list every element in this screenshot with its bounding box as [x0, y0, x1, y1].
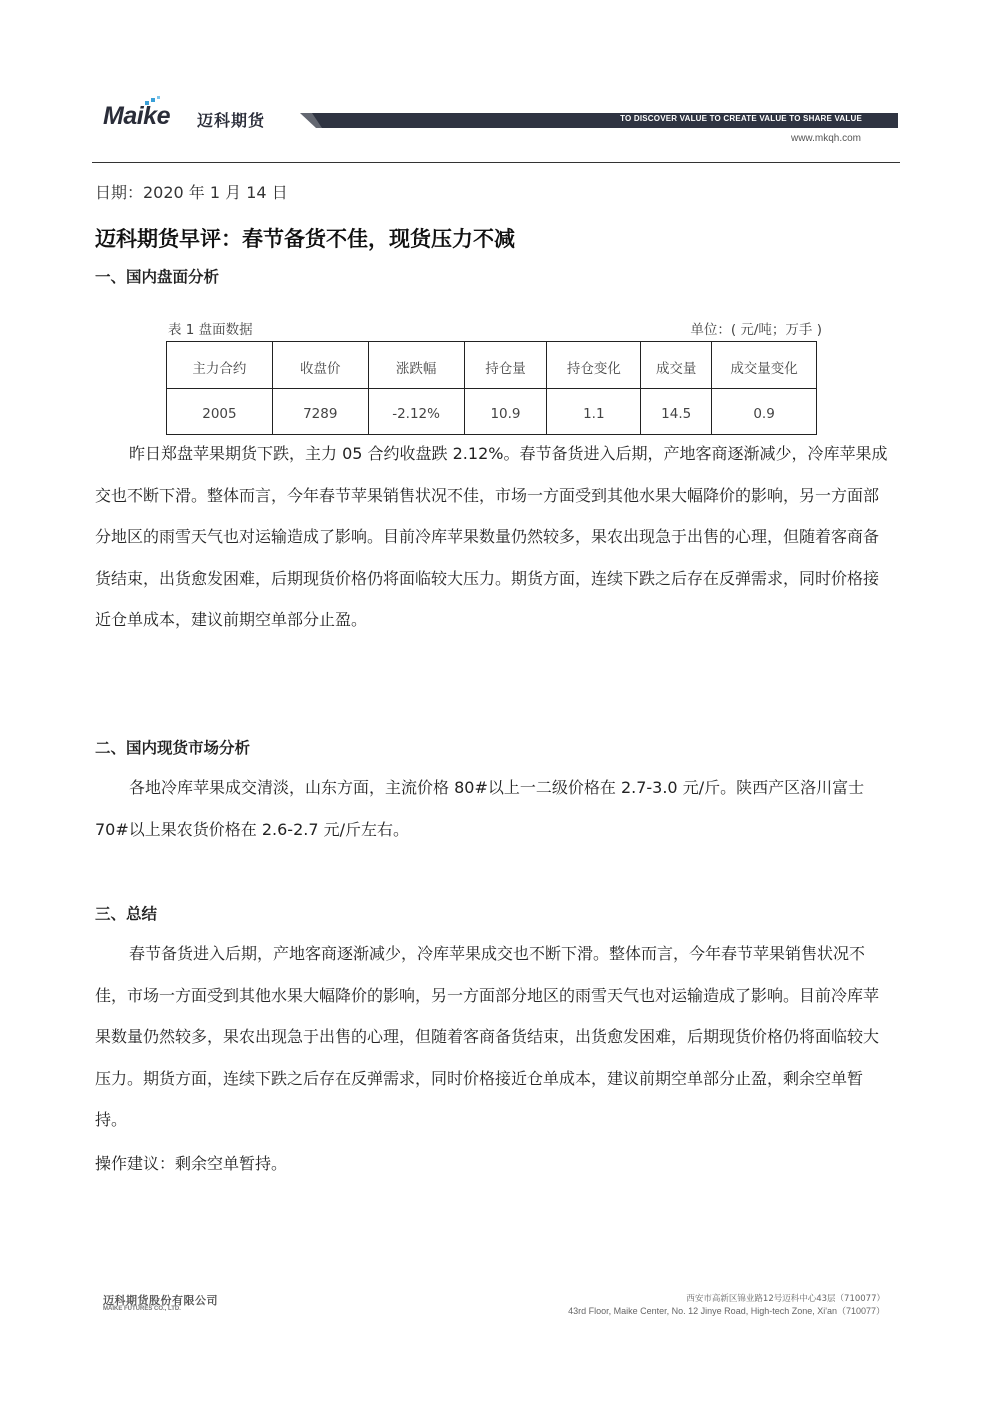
spot-market-paragraph [95, 767, 890, 850]
operation-advice: 操作建议：剩余空单暂持。 [95, 1154, 288, 1173]
table-row [167, 389, 817, 435]
table-cell: 10.9 [464, 389, 547, 435]
table-cell: -2.12% [368, 389, 464, 435]
summary-text: 春节备货进入后期，产地客商逐渐减少，冷库苹果成交也不断下滑。整体而言，今年春节苹果销售状况不佳，市场一方面受到其他水果大幅降价的影响，另一方面部分地区的雨雪天气也对运输造成了影响。目前冷库苹果数量仍然较多，果农出现急于出售的心理，但随着客商备货结束，出货愈发困难，后期现货价格仍将面临较大压力。期货方面，连续下跌之后存在反弹需求，同时价格接近仓单成本，建议前期空单部分止盈，剩余空单暂持。 [95, 944, 880, 1129]
table-header-cell: 持仓变化 [547, 342, 641, 389]
page-title: 迈科期货早评：春节备货不佳，现货压力不减 [95, 227, 515, 251]
table-unit: 单位：( 元/吨；万手 ) [690, 322, 822, 338]
table-cell: 0.9 [712, 389, 817, 435]
footer-company-name: 迈科期货股份有限公司 [103, 1294, 218, 1307]
section-heading-summary: 三、总结 [95, 905, 158, 923]
table-cell: 14.5 [641, 389, 712, 435]
table-header-cell: 收盘价 [272, 342, 368, 389]
market-data-table [166, 341, 817, 435]
header-divider [92, 162, 900, 163]
market-analysis-text: 昨日郑盘苹果期货下跌，主力 05 合约收盘跌 2.12%。春节备货进入后期，产地客商逐渐减少，冷库苹果成交也不断下滑。整体而言，今年春节苹果销售状况不佳，市场一方面受到其他水果大幅降价的影响，另一方面部分地区的雨雪天气也对运输造成了影响。目前冷库苹果数量仍然较多，果农出现急于出售的心理，但随着客商备货结束，出货愈发困难，后期现货价格仍将面临较大压力。期货方面，连续下跌之后存在反弹需求，同时价格接近仓单成本，建议前期空单部分止盈。 [95, 444, 888, 629]
table-cell: 2005 [167, 389, 273, 435]
logo-latin: Maike [103, 102, 170, 130]
footer-company-name-en: MAIKE FUTURES CO., LTD. [103, 1306, 181, 1312]
footer-address-en: 43rd Floor, Maike Center, No. 12 Jinye Road, High-tech Zone, Xi'an（710077） [568, 1306, 885, 1316]
company-logo [103, 102, 278, 136]
slogan-text: TO DISCOVER VALUE TO CREATE VALUE TO SHARE VALUE [620, 114, 862, 123]
table-header-row [167, 342, 817, 389]
summary-paragraph [95, 933, 890, 1141]
table-header-cell: 持仓量 [464, 342, 547, 389]
section-heading-spot-market: 二、国内现货市场分析 [95, 739, 251, 757]
table-caption: 表 1 盘面数据 [168, 322, 253, 338]
table-cell: 1.1 [547, 389, 641, 435]
logo-chinese: 迈科期货 [197, 111, 266, 130]
spot-market-text: 各地冷库苹果成交清淡，山东方面，主流价格 80#以上一二级价格在 2.7-3.0 元/斤。陕西产区洛川富士 70#以上果农货价格在 2.6-2.7 元/斤左右。 [95, 778, 865, 839]
report-date: 日期：2020 年 1 月 14 日 [95, 183, 288, 202]
table-cell: 7289 [272, 389, 368, 435]
website-url: www.mkqh.com [790, 133, 861, 144]
slogan-banner [300, 113, 898, 128]
section-heading-market-analysis: 一、国内盘面分析 [95, 268, 220, 286]
table-header-cell: 主力合约 [167, 342, 273, 389]
footer-address-cn: 西安市高新区锦业路12号迈科中心43层（710077） [686, 1294, 885, 1304]
table-header-cell: 涨跌幅 [368, 342, 464, 389]
table-header-cell: 成交量变化 [712, 342, 817, 389]
table-header-cell: 成交量 [641, 342, 712, 389]
market-analysis-paragraph [95, 433, 890, 641]
